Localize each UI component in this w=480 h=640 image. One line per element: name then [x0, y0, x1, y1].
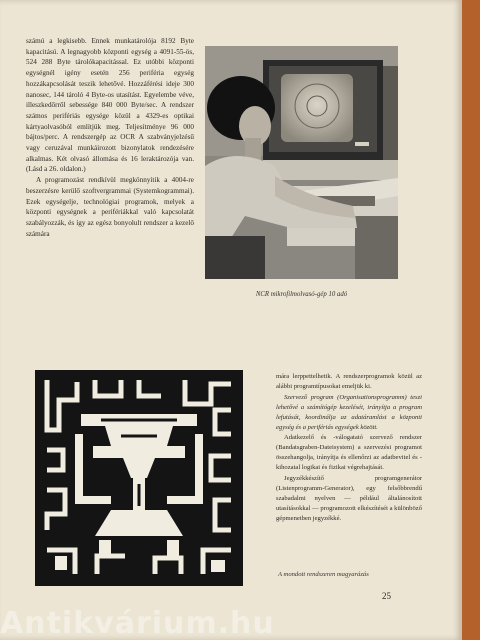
circuit-pattern-graphic: [35, 370, 243, 586]
right-paragraph-4: Jegyzékkészítő programgenerátor (Listenprogramm-Generator), egy felsőbbrendű szabadalmi nyelven — például általánosított utasításokkal — programozott elkészítését a különböző gépmenetben jegyzékké.: [276, 475, 422, 522]
left-paragraph-1: számú a legkisebb. Ennek munkatárolója 8192 Byte kapacitású. A legnagyobb központi egység a 4091-55-ös, 524 288 Byte tárolókapacitással. Ez utóbbi központi egységnél igény esetén 256 periféria egység hozzákapcsolását teszik lehetővé. Hozzáférési ideje 300 nanosec, 144 tároló 4 Byte-os utasítást. Egyelembe véve, illeszkedőrről sebessége 840 000 Byte/sec. A rendszer számos perifériás egysége közül a 4329-es optikai kártyaolvasóból említjük meg. Teljesítménye 96 000 bájtos/perc. A rendszergép az OCR A szabványjelzésű vagy ceruzával munkáirozott bizonylatok rendezésére alkalmas. Két olvasó állomása és 16 leraktározója van. (Lásd a 26. oldalon.): [26, 37, 194, 174]
right-paragraph-1: mára lerppettelhetik. A rendszerprogramok közül az alábbi programtípusokat emeljük ki.: [276, 373, 422, 390]
circuit-pattern-illustration: [35, 370, 243, 586]
watermark: Antikvárium.hu: [0, 607, 275, 640]
right-paragraph-3: Adatkezelő és -válogatató szervező rendszer (Bandatsgraben-Dateisystem) a szervezési programot összehangolja, irányítja és ellenőrzi az adatbevitel és -kihozatal logikai és fizikai végrehajtását.: [276, 434, 422, 472]
photo-caption: NCR mikrofilmolvasó-gép 10 adó: [255, 291, 348, 298]
page-number: 25: [382, 591, 391, 601]
left-text-column: [26, 36, 194, 239]
operator-photo-illustration: [205, 46, 398, 279]
circuit-caption: A mondott rendszeren magyarázás: [278, 571, 369, 578]
right-text-column: [276, 372, 422, 525]
right-paragraph-2: Szervező program (Organisationsprogramm) teszi lehetővé a számítógép kezelését, irányítja a program lefutását, koordinálja az adatáramlást a központi egység és a perifériás egységek között.: [276, 393, 422, 431]
operator-photo: [205, 46, 398, 279]
left-paragraph-2: A programozást rendkívül megkönnyítik a 4004-re beszerzésre kerülő szoftvergrammai (Systemkogrammai). Ezek egységelje, technológiai programok, melyek a központi egységnek a perifériákkal való kapcsolatát szabályozzák, és így az egész bonyolult rendszer a kezelő számára: [26, 176, 194, 238]
